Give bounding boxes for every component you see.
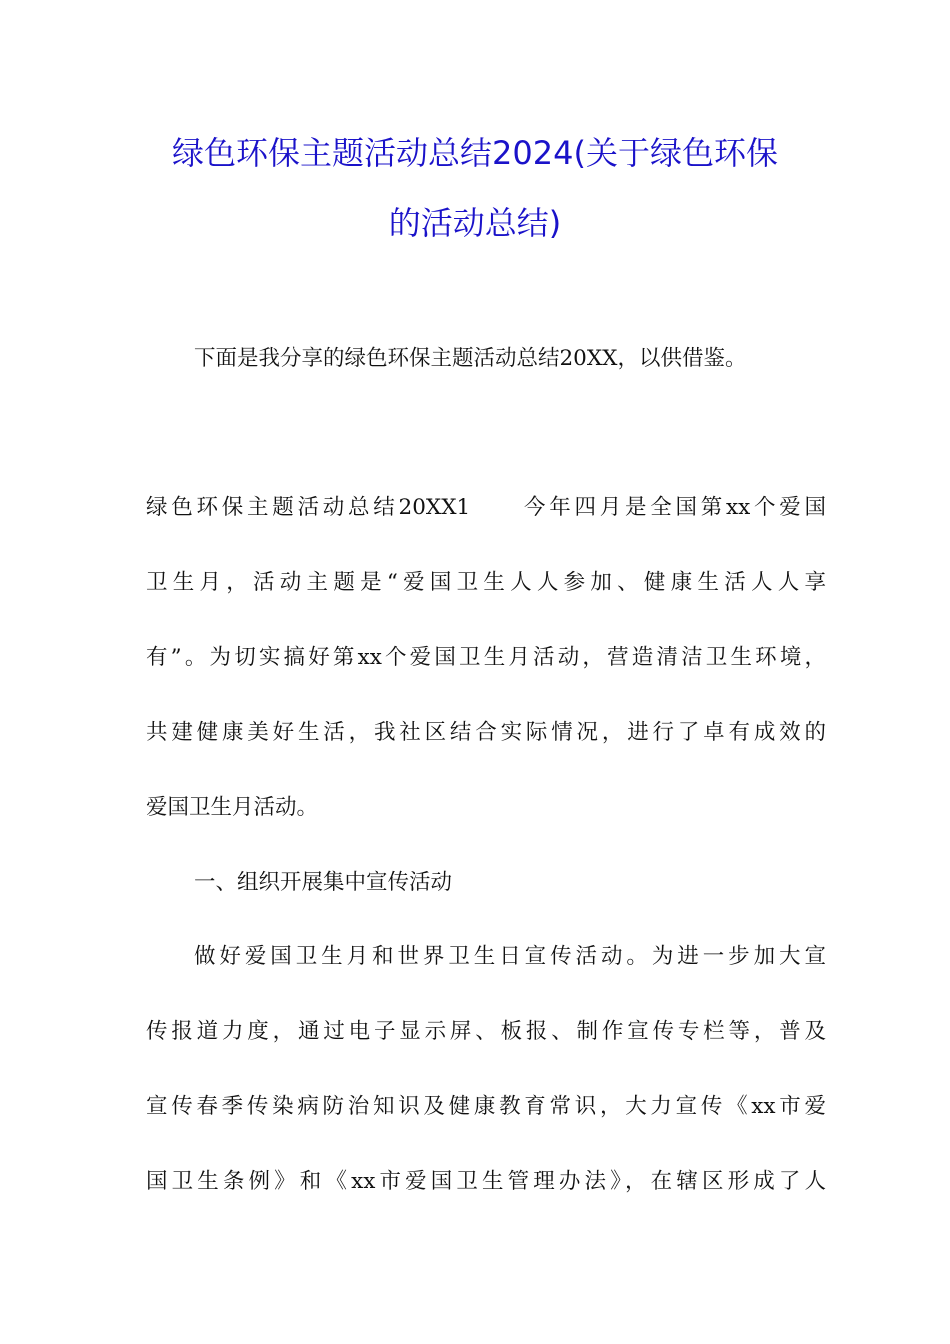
- subheading-1: 一、组织开展集中宣传活动: [194, 870, 453, 895]
- paragraph-2-line-2: 传报道力度，通过电子显示屏、板报、制作宣传专栏等，普及: [146, 1019, 826, 1044]
- paragraph-1-line-3: 有”。为切实搞好第xx个爱国卫生月活动，营造清洁卫生环境，: [146, 645, 826, 670]
- intro-text: 下面是我分享的绿色环保主题活动总结20XX，以供借鉴。: [194, 346, 747, 371]
- paragraph-1-line-1: [146, 497, 826, 519]
- paragraph-2-line-4: 国卫生条例》和《xx市爱国卫生管理办法》，在辖区形成了人: [146, 1169, 826, 1194]
- paragraph-2-line-1: 做好爱国卫生月和世界卫生日宣传活动。为进一步加大宣: [194, 944, 826, 969]
- section-heading: 绿色环保主题活动总结20XX1: [146, 495, 471, 520]
- paragraph-1-line-1-text: 今年四月是全国第xx个爱国: [520, 495, 826, 520]
- document-title-line-1: 绿色环保主题活动总结2024(关于绿色环保: [172, 134, 778, 172]
- paragraph-1-line-2: 卫生月，活动主题是“爱国卫生人人参加、健康生活人人享: [146, 570, 826, 595]
- paragraph-1-line-5: 爱国卫生月活动。: [146, 795, 319, 820]
- paragraph-1-line-4: 共建健康美好生活，我社区结合实际情况，进行了卓有成效的: [146, 720, 826, 745]
- paragraph-2-line-3: 宣传春季传染病防治知识及健康教育常识，大力宣传《xx市爱: [146, 1094, 826, 1119]
- document-title-line-2: 的活动总结): [388, 204, 562, 242]
